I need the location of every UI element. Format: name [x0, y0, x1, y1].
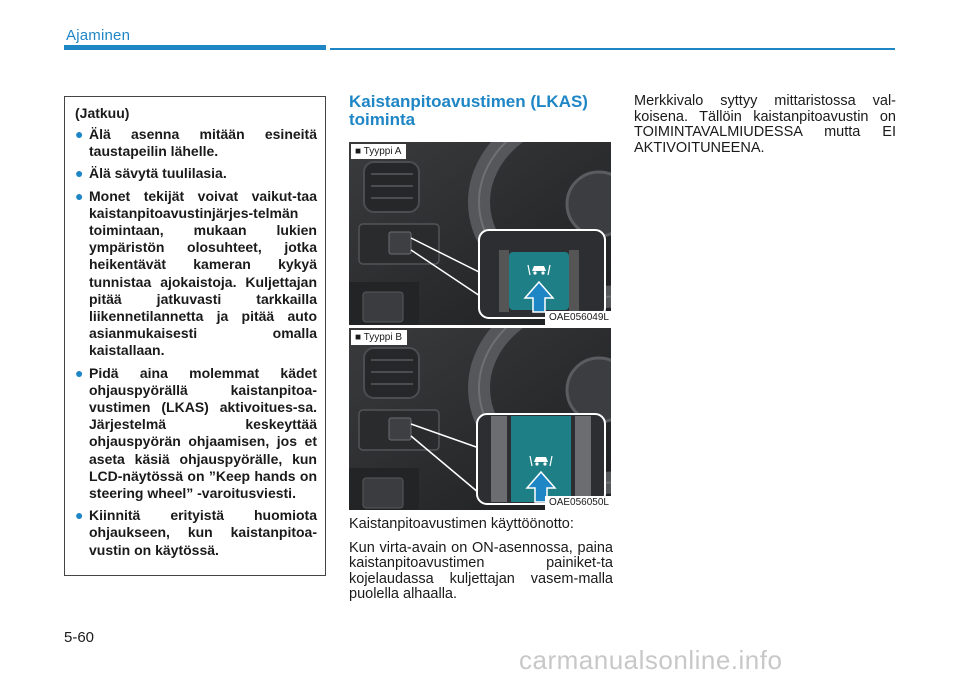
figure-code: OAE056049L [545, 311, 611, 325]
watermark: carmanualsonline.info [519, 645, 783, 675]
bullet-icon: ● [75, 187, 84, 204]
bullet-icon: ● [75, 364, 84, 381]
section-heading-block [349, 93, 611, 129]
dashboard-illustration-b [349, 328, 611, 510]
figure-type-a [349, 142, 611, 325]
warning-list [75, 126, 317, 559]
warning-item: ● Älä asenna mitään esineitä taustapeilin lähelle. [75, 126, 317, 160]
bullet-icon: ● [75, 126, 84, 142]
bullet-icon: ● [75, 507, 84, 524]
header-rule-thick [64, 45, 326, 50]
figure-label: ■ Tyyppi A [351, 144, 406, 159]
header-rule-thin [330, 48, 895, 50]
dashboard-illustration-a [349, 142, 611, 325]
figure-code: OAE056050L [545, 496, 611, 510]
warning-item: ● Pidä aina molemmat kädet ohjauspyörällä kaistanpitoa-vustimen (LKAS) aktivoitues-sa. Järjestelmä keskeyttää ohjauspyörän ohjaamisen, jos et aseta käsiä ohjauspyörälle, kun LCD-näytössä on ”Keep hands on steering wheel” -varoitusviesti. [75, 364, 317, 502]
section-heading: Kaistanpitoavustimen (LKAS) toiminta [349, 92, 588, 129]
section-title: Ajaminen [66, 27, 131, 44]
figure-type-b [349, 328, 611, 510]
body-text-col2 [349, 517, 613, 611]
warning-item: ● Monet tekijät voivat vaikut-taa kaistanpitoavustinjärjes-telmän toimintaan, mukaan lukien ympäristön olosuhteet, jotka heikentävät kameran kykyä tunnistaa ajokaistoja. Kuljettajan pitää jatkuvasti tarkkailla liikennetilannetta ja pitää auto asianmukaisesti omalla kaistallaan. [75, 187, 317, 359]
page-number: 5-60 [64, 629, 95, 646]
warning-item: ● Älä sävytä tuulilasia. [75, 165, 227, 182]
warning-box [64, 96, 326, 576]
warning-item: ● Kiinnitä erityistä huomiota ohjaukseen, kun kaistanpitoa-vustin on käytössä. [75, 507, 317, 558]
paragraph: Kun virta-avain on ON-asennossa, paina kaistanpitoavustimen painiket-ta kojelaudassa kuljettajan vasem-malla puolella alhaalla. [349, 539, 613, 602]
paragraph: Merkkivalo syttyy mittaristossa val-koisena. Tällöin kaistanpitoavustin on TOIMINTAVALMIUDESSA mutta EI AKTIVOITUNEENA. [634, 93, 896, 156]
paragraph: Kaistanpitoavustimen käyttöönotto: [349, 516, 574, 532]
figure-label: ■ Tyyppi B [351, 330, 407, 345]
warning-heading: (Jatkuu) [75, 105, 130, 121]
body-text-col3 [634, 94, 896, 156]
bullet-icon: ● [75, 165, 84, 182]
